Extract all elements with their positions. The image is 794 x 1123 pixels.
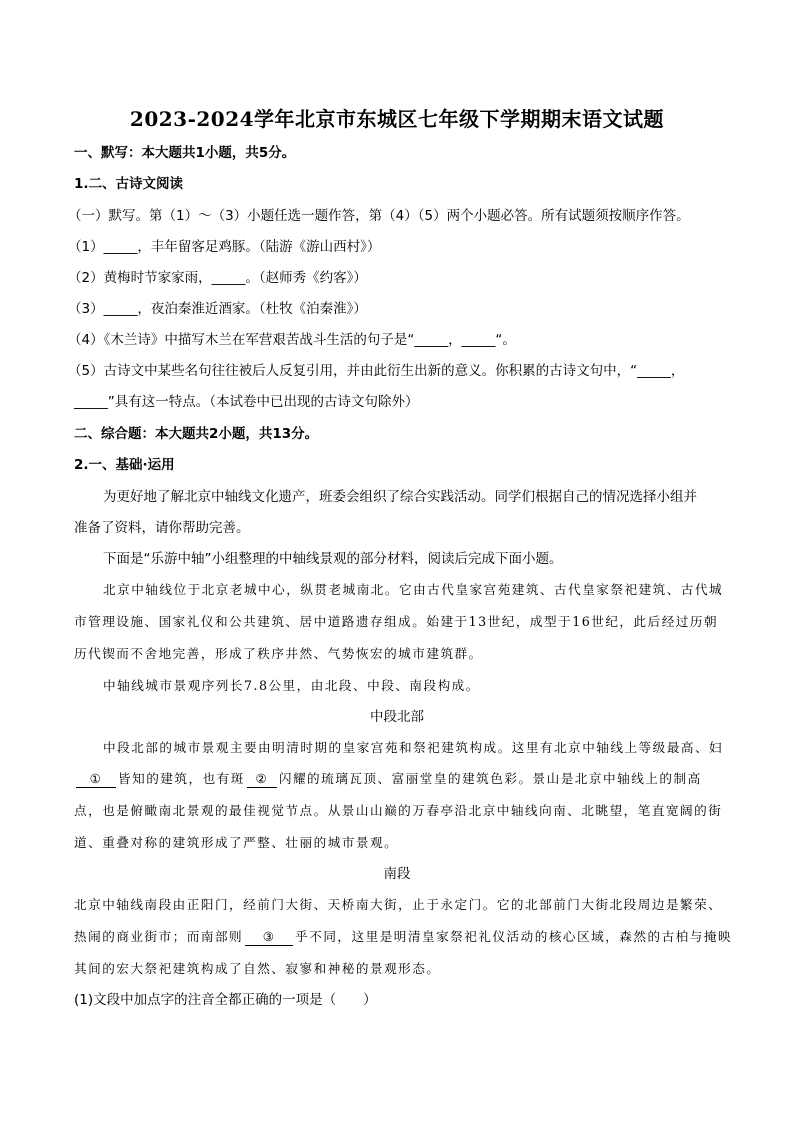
q1-item-5-cont: _____”具有这一特点。（本试卷中已出现的古诗文句除外） bbox=[74, 394, 419, 410]
blank-3[interactable]: ③ bbox=[245, 929, 293, 946]
passage2-line-3: 点，也是俯瞰南北景观的最佳视觉节点。从景山山巅的万春亭沿北京中轴线向南、北眺望，笔直宽阔的街 bbox=[74, 803, 723, 818]
passage1-line-1: 北京中轴线位于北京老城中心，纵贯老城南北。它由古代皇家宫苑建筑、古代皇家祭祀建筑、古代城 bbox=[103, 582, 724, 597]
passage1-line-4: 中轴线城市景观序列长7.8公里，由北段、中段、南段构成。 bbox=[103, 678, 480, 693]
blank-2[interactable]: ② bbox=[247, 771, 277, 788]
passage2-line-4: 道、重叠对称的建筑形成了严整、壮丽的城市景观。 bbox=[74, 835, 399, 850]
passage3-line-2a: 热闹的商业街市；而南部则 bbox=[74, 929, 244, 944]
section2-heading: 二、综合题：本大题共2小题，共13分。 bbox=[74, 426, 319, 442]
section1-heading: 一、默写：本大题共1小题，共5分。 bbox=[74, 145, 296, 161]
passage1-line-2: 市管理设施、国家礼仪和公共建筑、居中道路遗存组成。始建于13世纪，成型于16世纪，此后经过历朝 bbox=[74, 614, 719, 629]
passage3-line-3: 其间的宏大祭祀建筑构成了自然、寂寥和神秘的景观形态。 bbox=[74, 961, 441, 976]
passage2-line-2 bbox=[74, 769, 724, 789]
passage3-line-2 bbox=[74, 927, 733, 947]
q1-item-2: （2）黄梅时节家家雨，_____。（赵师秀《约客》） bbox=[68, 270, 367, 286]
q1-item-4: （4）《木兰诗》中描写木兰在军营艰苦战斗生活的句子是“_____，_____“。 bbox=[68, 332, 516, 348]
q1-item-5: （5）古诗文中某些名句往往被后人反复引用，并由此衍生出新的意义。你积累的古诗文句中，“_____， bbox=[68, 363, 685, 379]
q2-intro-line-1: 为更好地了解北京中轴线文化遗产，班委会组织了综合实践活动。同学们根据自己的情况选择小组并 bbox=[103, 489, 697, 505]
passage2-line-2b: 闪耀的琉璃瓦顶、富丽堂皇的建筑色彩。景山是北京中轴线上的制高 bbox=[278, 771, 702, 786]
q2-intro-line-2: 准备了资料，请你帮助完善。 bbox=[74, 520, 250, 536]
q1-heading: 1.二、古诗文阅读 bbox=[74, 176, 184, 192]
passage1-line-3: 历代锲而不舍地完善，形成了秩序井然、气势恢宏的城市建筑群。 bbox=[74, 646, 483, 661]
subsection-title-south: 南段 bbox=[383, 866, 411, 882]
q2-intro-line-3: 下面是“乐游中轴”小组整理的中轴线景观的部分材料，阅读后完成下面小题。 bbox=[103, 551, 563, 567]
q1-instruction: （一）默写。第（1）～（3）小题任选一题作答，第（4）（5）两个小题必答。所有试题须按顺序作答。 bbox=[68, 208, 690, 224]
blank-1[interactable]: ① bbox=[76, 771, 116, 788]
q2-heading: 2.一、基础·运用 bbox=[74, 457, 175, 473]
passage2-line-2a: 皆知的建筑，也有斑 bbox=[118, 771, 245, 786]
subsection-title-north: 中段北部 bbox=[370, 709, 424, 725]
q1-item-1: （1）_____，丰年留客足鸡豚。（陆游《游山西村》） bbox=[68, 239, 381, 255]
passage3-line-2b: 乎不同，这里是明清皇家祭祀礼仪活动的核心区域，森然的古柏与掩映 bbox=[295, 929, 733, 944]
passage2-line-1: 中段北部的城市景观主要由明清时期的皇家宫苑和祭祀建筑构成。这里有北京中轴线上等级最高、妇 bbox=[103, 740, 724, 755]
passage3-line-1: 北京中轴线南段由正阳门，经前门大街、天桥南大街，止于永定门。它的北部前门大街北段周边是繁荣、 bbox=[74, 897, 723, 912]
q1-item-3: （3）_____，夜泊秦淮近酒家。（杜牧《泊秦淮》） bbox=[68, 301, 367, 317]
page-title: 2023-2024学年北京市东城区七年级下学期期末语文试题 bbox=[129, 107, 665, 131]
question-2-1: (1)文段中加点字的注音全都正确的一项是（ ） bbox=[74, 992, 377, 1008]
